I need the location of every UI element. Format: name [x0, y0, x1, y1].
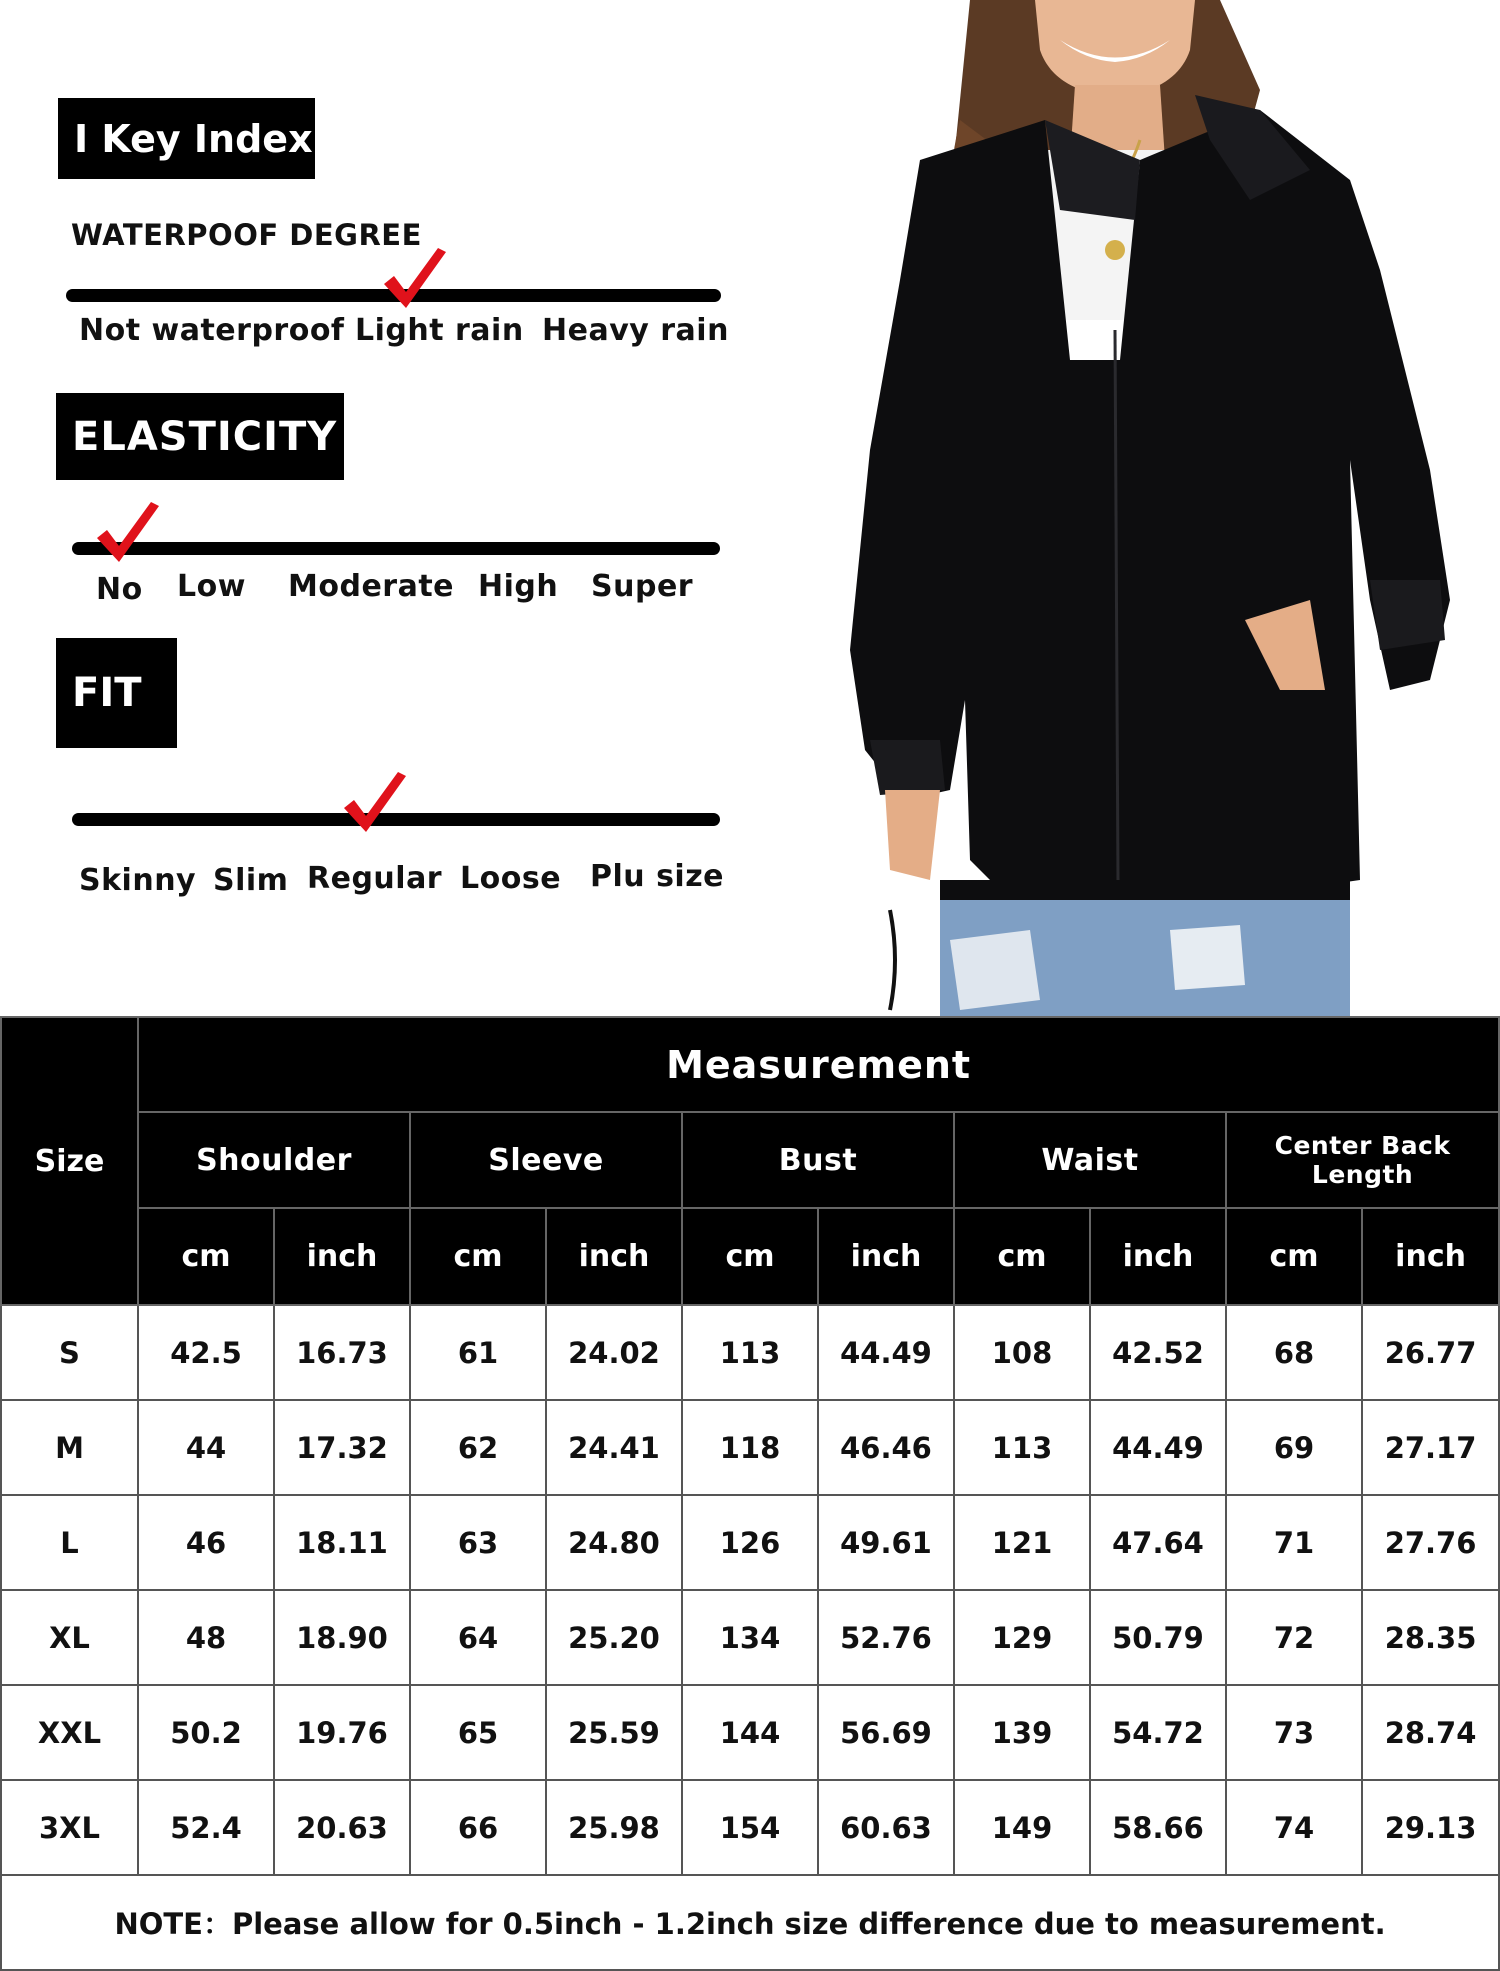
- waterproof-option-light-rain: Light rain: [355, 313, 524, 348]
- table-cell: 42.5: [138, 1305, 274, 1400]
- table-cell: 73: [1226, 1685, 1362, 1780]
- fit-option-loose: Loose: [460, 861, 562, 896]
- elasticity-option-low: Low: [177, 569, 246, 604]
- size-cell: S: [1, 1305, 138, 1400]
- table-cell: 52.76: [818, 1590, 954, 1685]
- table-cell: 24.80: [546, 1495, 682, 1590]
- fit-option-skinny: Skinny: [79, 863, 197, 898]
- table-cell: 42.52: [1090, 1305, 1226, 1400]
- fit-option-regular: Regular: [307, 861, 443, 896]
- table-cell: 149: [954, 1780, 1090, 1875]
- table-row: [1, 1305, 1499, 1400]
- table-cell: 54.72: [1090, 1685, 1226, 1780]
- unit-inch-header: inch: [546, 1208, 682, 1305]
- size-cell: XL: [1, 1590, 138, 1685]
- center-back-length-header: Center Back Length: [1226, 1112, 1499, 1208]
- table-cell: 46: [138, 1495, 274, 1590]
- table-cell: 18.90: [274, 1590, 410, 1685]
- shoulder-header: Shoulder: [138, 1112, 410, 1208]
- table-row: [1, 1400, 1499, 1495]
- size-chart-table: [0, 1016, 1500, 1971]
- table-cell: 121: [954, 1495, 1090, 1590]
- table-cell: 25.98: [546, 1780, 682, 1875]
- table-cell: 129: [954, 1590, 1090, 1685]
- table-row: [1, 1780, 1499, 1875]
- fit-title: [56, 638, 177, 748]
- table-cell: 47.64: [1090, 1495, 1226, 1590]
- table-cell: 49.61: [818, 1495, 954, 1590]
- table-cell: 24.02: [546, 1305, 682, 1400]
- model-jacket-photo: [790, 0, 1500, 1018]
- table-cell: 29.13: [1362, 1780, 1499, 1875]
- key-index-title-text: I Key Index: [74, 116, 313, 161]
- table-cell: 27.17: [1362, 1400, 1499, 1495]
- table-cell: 44.49: [1090, 1400, 1226, 1495]
- table-cell: 62: [410, 1400, 546, 1495]
- elasticity-scale-bar: [72, 542, 720, 555]
- size-cell: XXL: [1, 1685, 138, 1780]
- table-cell: 24.41: [546, 1400, 682, 1495]
- table-cell: 44.49: [818, 1305, 954, 1400]
- table-cell: 50.79: [1090, 1590, 1226, 1685]
- table-cell: 126: [682, 1495, 818, 1590]
- unit-cm-header: cm: [138, 1208, 274, 1305]
- key-index-title: [58, 98, 315, 179]
- table-cell: 52.4: [138, 1780, 274, 1875]
- size-cell: 3XL: [1, 1780, 138, 1875]
- table-cell: 64: [410, 1590, 546, 1685]
- unit-cm-header: cm: [1226, 1208, 1362, 1305]
- elasticity-option-super: Super: [591, 569, 694, 604]
- elasticity-option-high: High: [478, 569, 559, 604]
- waterproof-check-icon: [380, 248, 450, 318]
- table-cell: 113: [682, 1305, 818, 1400]
- waist-header: Waist: [954, 1112, 1226, 1208]
- table-cell: 60.63: [818, 1780, 954, 1875]
- table-cell: 17.32: [274, 1400, 410, 1495]
- table-cell: 108: [954, 1305, 1090, 1400]
- table-cell: 154: [682, 1780, 818, 1875]
- size-cell: L: [1, 1495, 138, 1590]
- size-column-header: Size: [1, 1017, 138, 1305]
- table-cell: 50.2: [138, 1685, 274, 1780]
- table-cell: 19.76: [274, 1685, 410, 1780]
- table-cell: 71: [1226, 1495, 1362, 1590]
- table-cell: 58.66: [1090, 1780, 1226, 1875]
- size-cell: M: [1, 1400, 138, 1495]
- table-cell: 46.46: [818, 1400, 954, 1495]
- fit-check-icon: [340, 772, 410, 842]
- fit-title-text: FIT: [72, 670, 142, 716]
- measurement-header: Measurement: [138, 1017, 1499, 1112]
- table-row: [1, 1495, 1499, 1590]
- table-cell: 113: [954, 1400, 1090, 1495]
- table-cell: 134: [682, 1590, 818, 1685]
- table-cell: 26.77: [1362, 1305, 1499, 1400]
- table-cell: 72: [1226, 1590, 1362, 1685]
- table-cell: 27.76: [1362, 1495, 1499, 1590]
- table-cell: 74: [1226, 1780, 1362, 1875]
- elasticity-title-text: ELASTICITY: [72, 413, 338, 460]
- table-cell: 68: [1226, 1305, 1362, 1400]
- unit-inch-header: inch: [818, 1208, 954, 1305]
- table-cell: 20.63: [274, 1780, 410, 1875]
- unit-inch-header: inch: [274, 1208, 410, 1305]
- fit-option-plus-size: Plu size: [590, 859, 725, 894]
- elasticity-check-icon: [93, 502, 163, 572]
- measurement-note: NOTE：Please allow for 0.5inch - 1.2inch size difference due to measurement.: [1, 1875, 1499, 1970]
- note-row: [1, 1875, 1499, 1970]
- table-cell: 63: [410, 1495, 546, 1590]
- waterproof-title: WATERPOOF DEGREE: [71, 218, 422, 252]
- table-cell: 25.59: [546, 1685, 682, 1780]
- table-cell: 25.20: [546, 1590, 682, 1685]
- table-row: [1, 1685, 1499, 1780]
- table-cell: 139: [954, 1685, 1090, 1780]
- unit-inch-header: inch: [1362, 1208, 1499, 1305]
- unit-inch-header: inch: [1090, 1208, 1226, 1305]
- elasticity-title: [56, 393, 344, 480]
- table-cell: 28.35: [1362, 1590, 1499, 1685]
- table-row: [1, 1590, 1499, 1685]
- waterproof-option-heavy-rain: Heavy rain: [542, 313, 729, 348]
- table-cell: 16.73: [274, 1305, 410, 1400]
- fit-option-slim: Slim: [213, 863, 289, 898]
- sleeve-header: Sleeve: [410, 1112, 682, 1208]
- table-cell: 118: [682, 1400, 818, 1495]
- table-cell: 18.11: [274, 1495, 410, 1590]
- table-cell: 48: [138, 1590, 274, 1685]
- table-cell: 69: [1226, 1400, 1362, 1495]
- table-cell: 144: [682, 1685, 818, 1780]
- table-cell: 44: [138, 1400, 274, 1495]
- table-cell: 56.69: [818, 1685, 954, 1780]
- unit-cm-header: cm: [410, 1208, 546, 1305]
- table-cell: 66: [410, 1780, 546, 1875]
- unit-cm-header: cm: [954, 1208, 1090, 1305]
- table-cell: 65: [410, 1685, 546, 1780]
- bust-header: Bust: [682, 1112, 954, 1208]
- elasticity-option-moderate: Moderate: [288, 569, 455, 604]
- elasticity-option-no: No: [96, 572, 143, 607]
- unit-cm-header: cm: [682, 1208, 818, 1305]
- waterproof-option-not-waterproof: Not waterproof: [79, 313, 345, 348]
- table-cell: 28.74: [1362, 1685, 1499, 1780]
- table-cell: 61: [410, 1305, 546, 1400]
